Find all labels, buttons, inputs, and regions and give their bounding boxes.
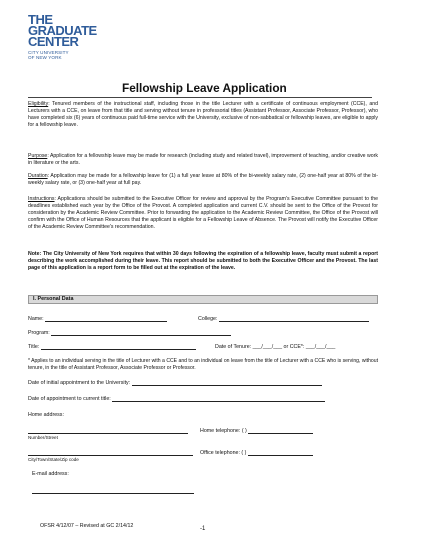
number-street-label: Number/Street	[28, 435, 58, 440]
logo-line-2: GRADUATE	[28, 23, 97, 38]
name-field[interactable]	[28, 316, 167, 322]
duration-paragraph	[28, 173, 378, 187]
asterisk-note: * Applies to an individual serving in the title of Lecturer with a CCE and to an individual on leave from the title of Lecturer with a CCE who is serving, without tenure, in the title of Assistant Professor, Associate Professor or Professor.	[28, 358, 378, 371]
office-telephone-label: Office telephone: ( )	[200, 450, 247, 456]
duration-label: Duration	[28, 173, 48, 179]
current-appointment-label: Date of appointment to current title:	[28, 396, 111, 402]
email-label: E-mail address:	[32, 471, 69, 477]
note-paragraph: Note: The City University of New York requires that within 30 days following the expiration of a fellowship leave, faculty must submit a report describing the work accomplished during their leave. This report should be submitted to both the Executive Officer and the Provost. The last page of this application is a report form to be filled out at the expiration of the leave.	[28, 251, 378, 271]
title-field[interactable]	[28, 344, 196, 350]
home-telephone-field[interactable]	[200, 428, 313, 434]
office-telephone-line	[248, 450, 313, 456]
program-line	[51, 330, 231, 336]
program-field[interactable]	[28, 330, 231, 336]
page-number: -1	[200, 526, 206, 532]
home-address-line-1[interactable]	[28, 433, 188, 434]
purpose-paragraph	[28, 153, 378, 167]
home-telephone-line	[248, 428, 313, 434]
title-label: Title:	[28, 344, 40, 350]
college-field[interactable]	[198, 316, 369, 322]
current-appointment-line	[112, 396, 325, 402]
logo-line-3: CENTER	[28, 34, 79, 49]
initial-appointment-line	[132, 380, 322, 386]
name-line	[45, 316, 167, 322]
instructions-label: Instructions	[28, 196, 55, 202]
initial-appointment-field[interactable]	[28, 380, 322, 386]
instructions-text: : Applications should be submitted to the Executive Officer for review and approval by the Program's Executive Committee pursuant to the deadlines established each year by the Office of the Provost. A completed application and current C.V. should be sent to the Office of the Provost for consideration by the Academic Review Committee. Prior to forwarding the application to the Academic Review Committee, the Office of the Provost will confirm with the Office of Human Resources that the applicant is eligible for a Fellowship Leave of Absence. The Provost will notify the Executive Officer of the Academic Review Committee's recommendation.	[28, 196, 378, 230]
graduate-center-logo	[28, 12, 97, 61]
title-line	[41, 344, 196, 350]
section-personal-data: I. Personal Data	[28, 295, 378, 304]
city-state-zip-label: City/Town/State/Zip code	[28, 457, 79, 462]
eligibility-label: Eligibility	[28, 101, 49, 107]
title-rule	[28, 97, 372, 98]
college-line	[219, 316, 369, 322]
tenure-field[interactable]: Date of Tenure: ___/___/___ or CCE*: ___/___/___	[215, 344, 336, 350]
footer-revision: OFSR 4/12/07 – Revised at GC 2/14/12	[40, 523, 134, 529]
eligibility-paragraph	[28, 101, 378, 129]
initial-appointment-label: Date of initial appointment to the University:	[28, 380, 131, 386]
name-label: Name:	[28, 316, 44, 322]
home-address-label: Home address:	[28, 412, 64, 418]
page-title: Fellowship Leave Application	[122, 81, 287, 95]
logo-line-1: THE	[28, 12, 53, 27]
home-address-line-2[interactable]	[28, 455, 193, 456]
eligibility-text: : Tenured members of the instructional staff, including those in the title Lecturer with a certificate of continuous employment (CCE), and Lecturers with a CCE, on leave from that title and serving without tenure in professorial titles (Assistant Professor, Associate Professor, Professor), who have completed six (6) years of continuous paid full-time service with the University, exclusive of non-sabbatical or fellowship leaves, are eligible to apply for a fellowship leave.	[28, 101, 378, 128]
instructions-paragraph	[28, 196, 378, 231]
college-label: College:	[198, 316, 218, 322]
purpose-text: : Application for a fellowship leave may be made for research (including study and related travel), improvement of teaching, and/or creative work in literature or the arts.	[28, 153, 378, 166]
duration-text: : Application may be made for a fellowship leave for (1) a full year leave at 80% of the bi-weekly salary rate, (2) one-half year at 80% of the bi-weekly salary rate, or (3) one-half year at full pay.	[28, 173, 378, 186]
current-appointment-field[interactable]	[28, 396, 325, 402]
email-line[interactable]	[32, 493, 194, 494]
home-telephone-label: Home telephone: ( )	[200, 428, 247, 434]
program-label: Program:	[28, 330, 50, 336]
office-telephone-field[interactable]	[200, 450, 313, 456]
logo-line-4: CITY UNIVERSITY OF NEW YORK	[28, 50, 69, 61]
purpose-label: Purpose	[28, 153, 48, 159]
